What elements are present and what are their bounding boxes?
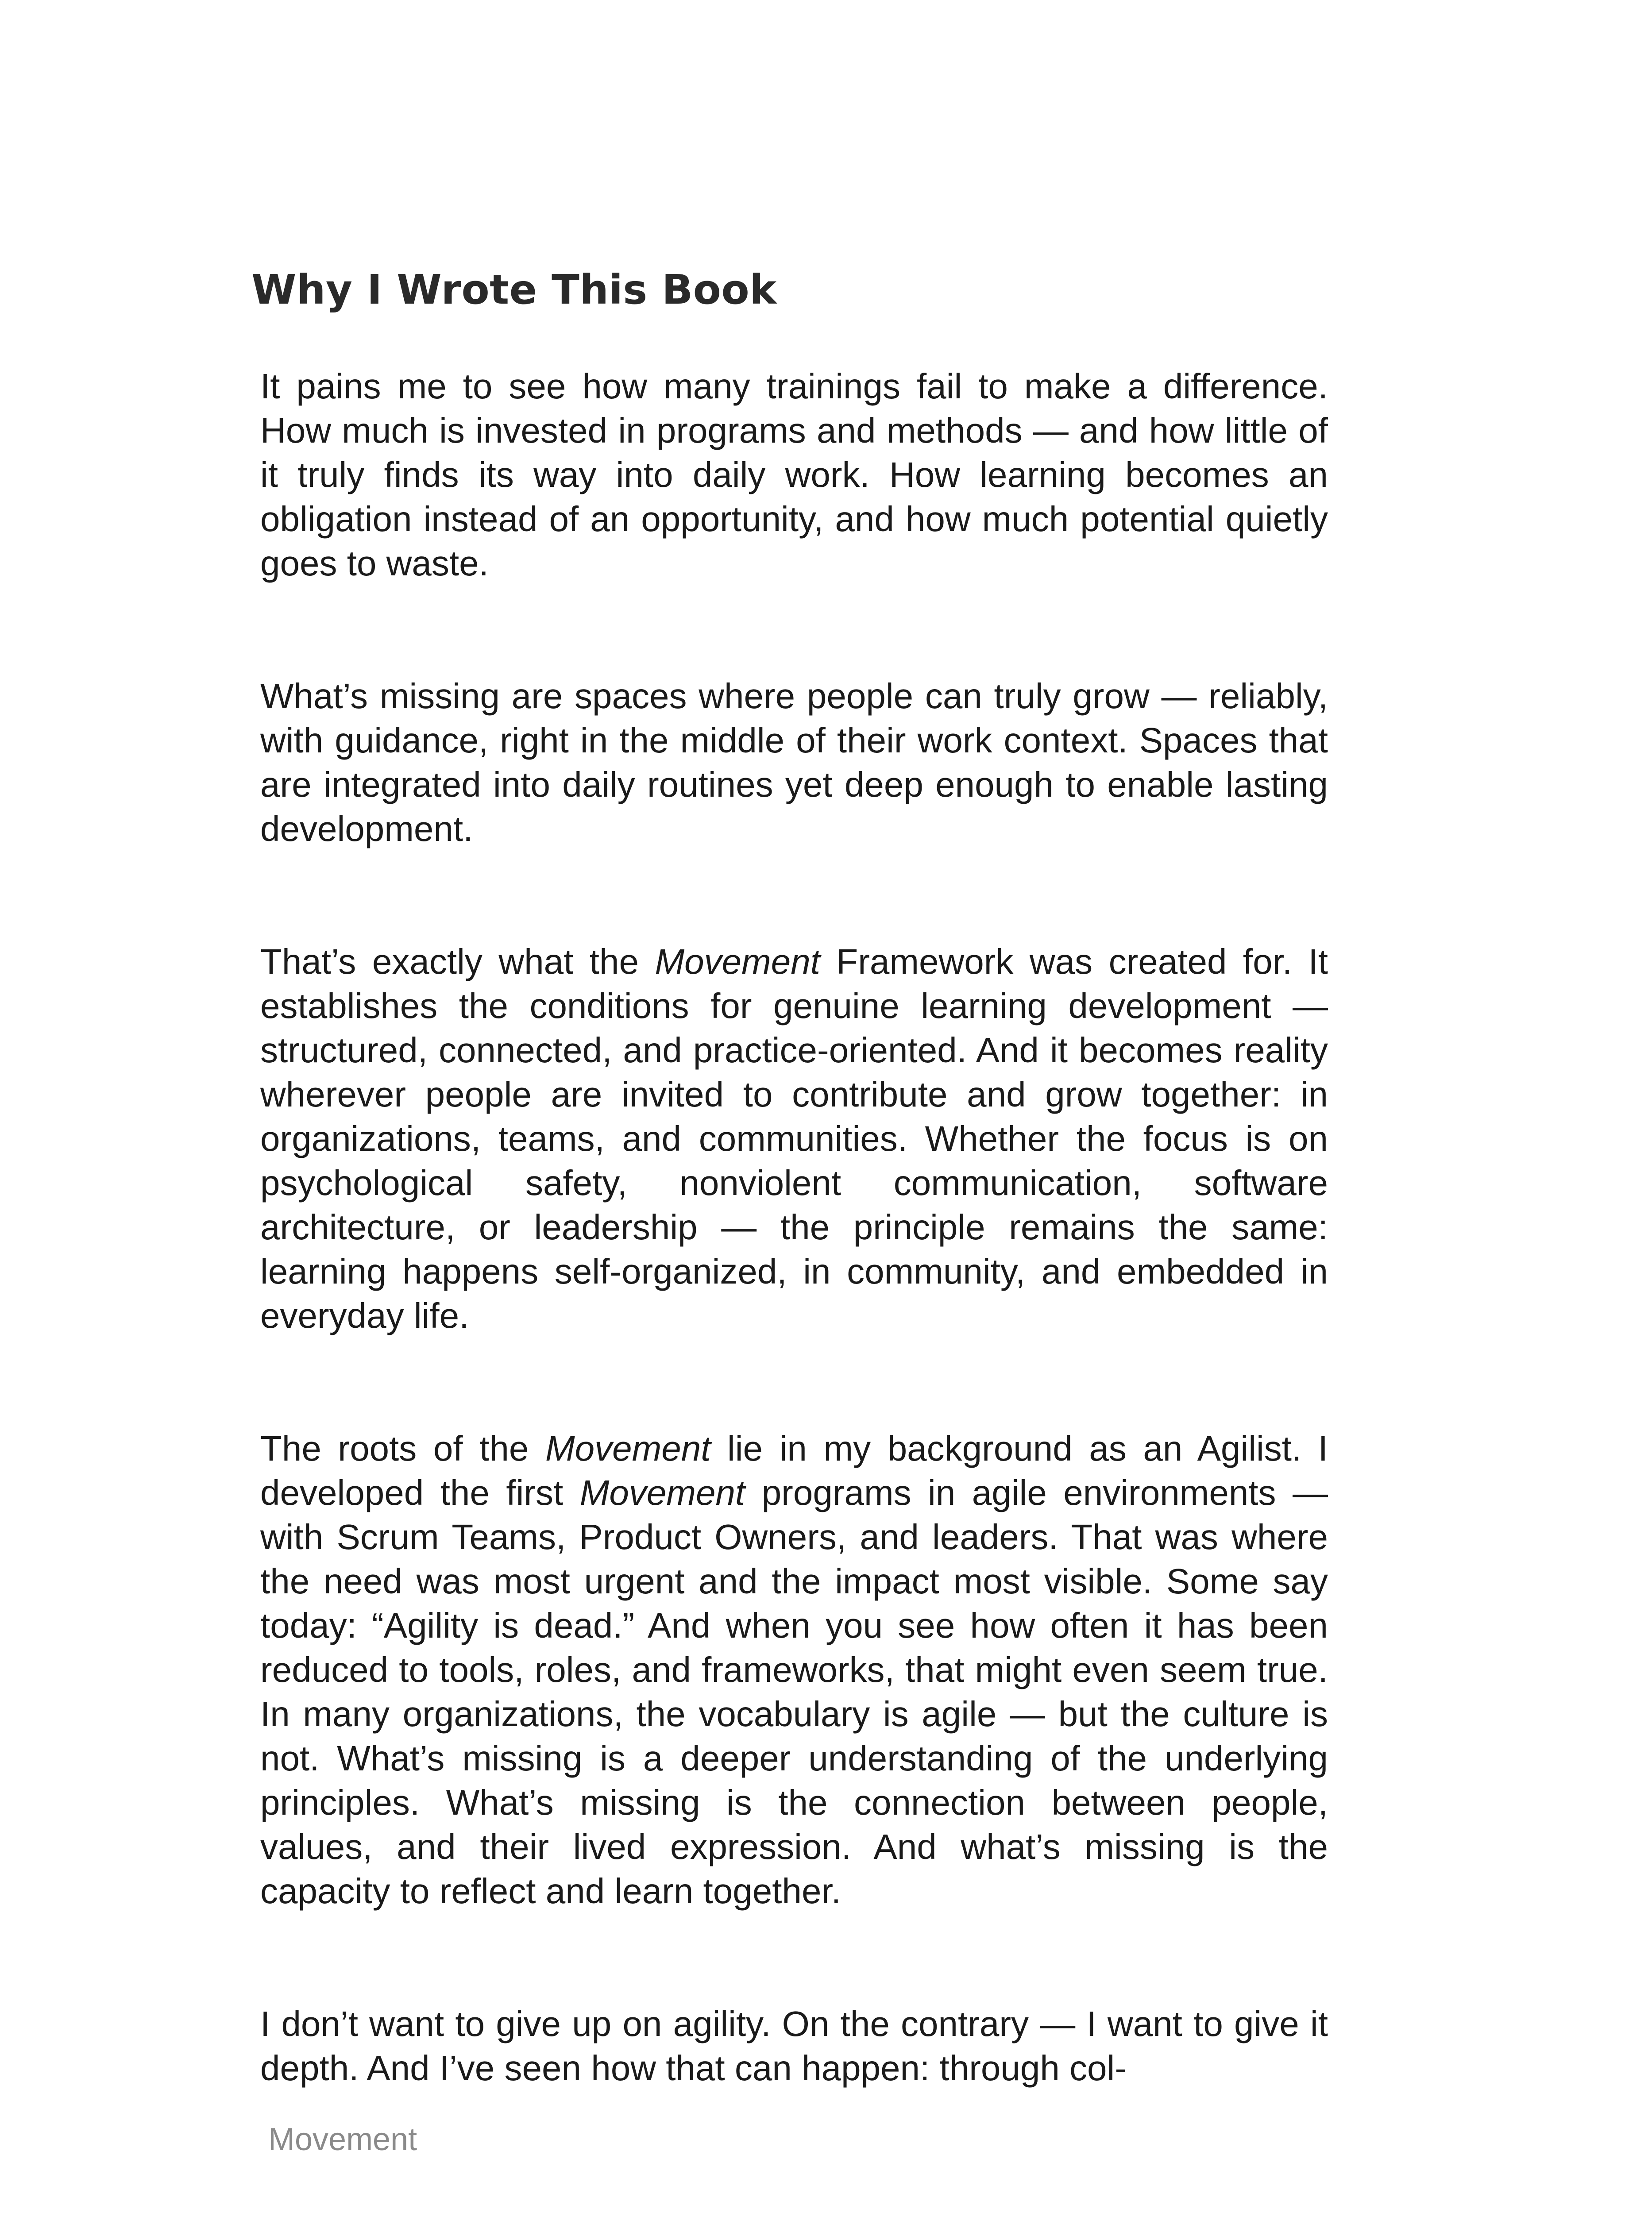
text-segment: programs in agile environments — with Scrum Teams, Product Owners, and leaders. That was where the need was most urgent and the impact most visible. Some say today: “Agility is dead.” And when you see how often it has been reduced to tools, roles, and frameworks, that might even seem true. In many organizations, the vocabulary is agile — but the culture is not. What’s missing is a deeper understanding of the underlying principles. What’s missing is the connection between people, values, and their lived expression. And what’s missing is the capacity to reflect and learn together. — [260, 1473, 1328, 1911]
text-segment: That’s exactly what the — [260, 942, 655, 981]
paragraph-5 — [260, 2002, 1328, 2090]
italic-term-movement: Movement — [545, 1429, 711, 1468]
text-segment: The roots of the — [260, 1429, 545, 1468]
paragraph-4 — [260, 1426, 1328, 1913]
paragraph-1 — [260, 364, 1328, 586]
text-segment: It pains me to see how many trainings fail to make a difference. How much is invested in programs and methods — and how little of it truly finds its way into daily work. How learning becomes an obligation instead of an opportunity, and how much potential quietly goes to waste. — [260, 366, 1328, 583]
chapter-body — [260, 364, 1328, 2090]
text-segment: I don’t want to give up on agility. On the contrary — I want to give it depth. And I’ve seen how that can happen: through col- — [260, 2004, 1328, 2088]
running-footer-title: Movement — [268, 2122, 417, 2157]
paragraph-2 — [260, 674, 1328, 851]
text-segment: Framework was created for. It establishes the conditions for genuine learning development — structured, connected, and practice-oriented. And it becomes reality wherever people are invited to contribute and grow together: in organizations, teams, and communities. Whether the focus is on psychological safety, nonviolent communication, software architecture, or leadership — the principle remains the same: learning happens self-organized, in community, and embedded in everyday life. — [260, 942, 1328, 1335]
paragraph-3 — [260, 940, 1328, 1338]
chapter-title: Why I Wrote This Book — [251, 266, 777, 313]
italic-term-movement: Movement — [655, 942, 820, 981]
text-segment: What’s missing are spaces where people can truly grow — reliably, with guidance, right in the middle of their work context. Spaces that are integrated into daily routines yet deep enough to enable lasting development. — [260, 676, 1328, 848]
text-segment: lie in my background as an Agilist. I developed the first — [260, 1429, 1328, 1512]
italic-term-movement: Movement — [579, 1473, 745, 1512]
